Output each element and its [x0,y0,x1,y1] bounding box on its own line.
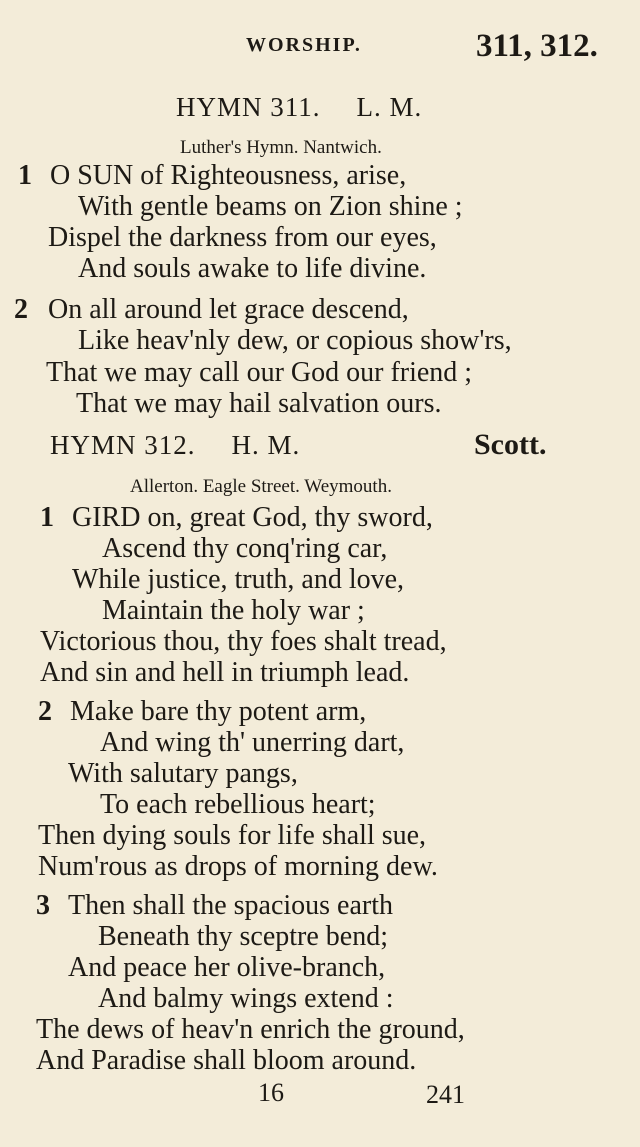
signature-mark: 16 [258,1078,284,1107]
verse-line: Ascend thy conq'ring car, [102,533,388,564]
verse-line: Like heav'nly dew, or copious show'rs, [78,325,512,356]
verse-line: Num'rous as drops of morning dew. [38,851,438,882]
hymn-311-title: HYMN 311. [176,92,321,122]
hymn-312-meter: H. M. [231,430,301,460]
verse-line: Dispel the darkness from our eyes, [48,222,437,253]
hymn-312-tunes: Allerton. Eagle Street. Weymouth. [130,476,392,497]
hymn-311-verse-number: 1 [18,160,32,191]
verse-line: With salutary pangs, [68,758,298,789]
verse-line: Then shall the spacious earth [68,890,394,921]
verse-line: And balmy wings extend : [98,983,394,1014]
page-numbers: 311, 312. [476,28,598,64]
hymn-312-title: HYMN 312. [50,430,196,460]
verse-line: O SUN of Righteousness, arise, [50,160,407,191]
hymn-311-verse-number: 2 [14,294,28,325]
verse-line: While justice, truth, and love, [72,564,405,595]
folio-number: 241 [426,1080,465,1109]
hymn-311-heading [176,92,422,123]
verse-line: The dews of heav'n enrich the ground, [36,1014,465,1045]
verse-line: On all around let grace descend, [48,294,409,325]
verse-line: GIRD on, great God, thy sword, [72,502,433,533]
hymn-312-verse-number: 2 [38,696,52,727]
verse-line: Victorious thou, thy foes shalt tread, [40,626,447,657]
hymn-312-verse-number: 1 [40,502,54,533]
hymn-312-verse-number: 3 [36,890,50,921]
running-title: WORSHIP. [246,34,362,56]
verse-line: That we may call our God our friend ; [46,357,473,388]
hymn-311-meter: L. M. [356,92,423,122]
verse-line: To each rebellious heart; [100,789,376,820]
verse-line: And souls awake to life divine. [78,253,427,284]
hymn-311-tunes: Luther's Hymn. Nantwich. [180,137,382,158]
verse-line: Make bare thy potent arm, [70,696,367,727]
verse-line: That we may hail salvation ours. [76,388,442,419]
verse-line: Beneath thy sceptre bend; [98,921,389,952]
verse-line: Maintain the holy war ; [102,595,365,626]
hymn-312-heading [50,430,300,461]
verse-line: And peace her olive-branch, [68,952,386,983]
verse-line: With gentle beams on Zion shine ; [78,191,463,222]
verse-line: Then dying souls for life shall sue, [38,820,427,851]
verse-line: And sin and hell in triumph lead. [40,657,410,688]
verse-line: And Paradise shall bloom around. [36,1045,417,1076]
hymn-312-author: Scott. [474,428,547,461]
verse-line: And wing th' unerring dart, [100,727,405,758]
